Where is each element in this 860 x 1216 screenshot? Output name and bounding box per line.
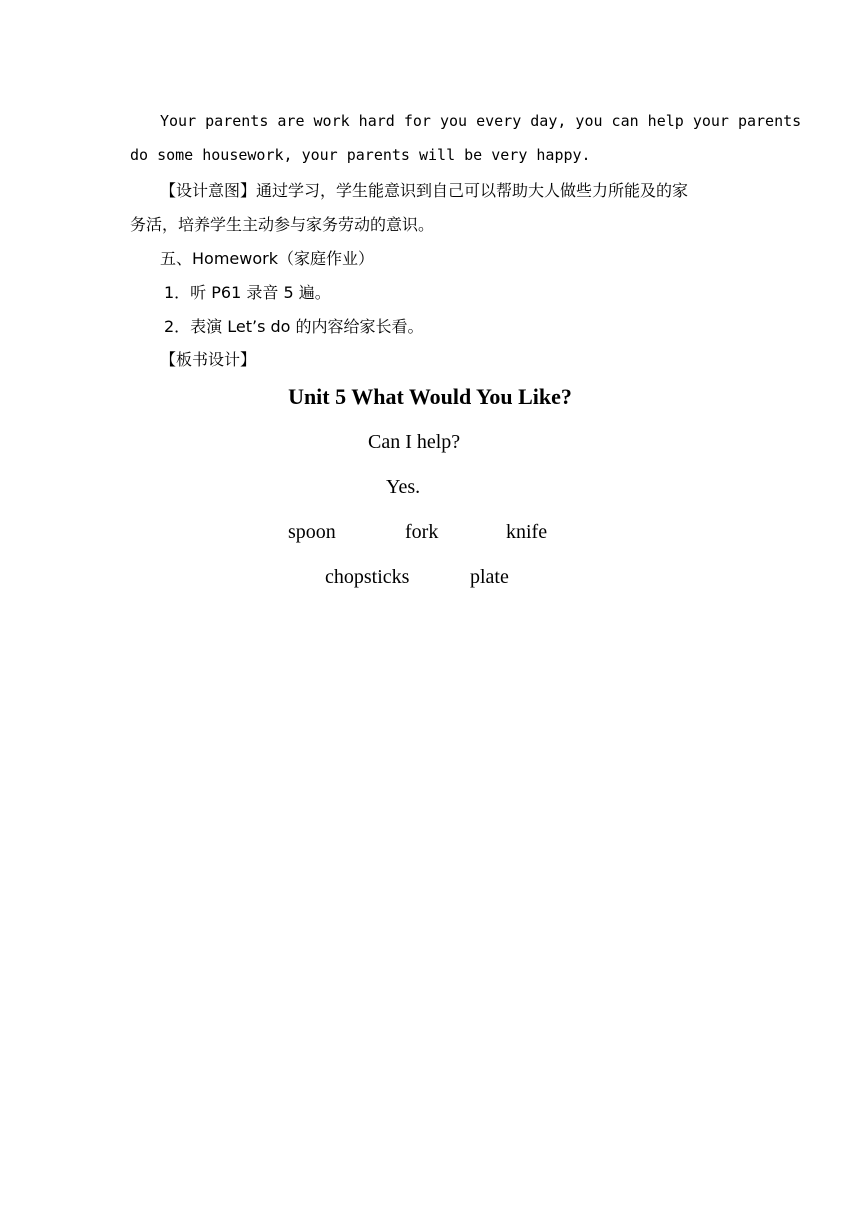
board-word-spoon: spoon [288,521,336,543]
homework-heading: 五、Homework（家庭作业） [160,249,374,268]
design-intent-text: 务活，培养学生主动参与家务劳动的意识。 [130,215,435,234]
board-word-fork: fork [405,521,439,543]
design-intent-text: 【设计意图】通过学习，学生能意识到自己可以帮助大人做些力所能及的家 [160,181,689,200]
homework-item: 1．听 P61 录音 5 遍。 [164,283,331,302]
board-design-heading: 【板书设计】 [160,350,257,369]
board-word-chopsticks: chopsticks [325,566,410,588]
board-line-yes: Yes. [386,476,421,498]
board-word-plate: plate [470,566,509,588]
paragraph-line: do some housework, your parents will be very happy. [130,146,591,164]
board-line-can-i-help: Can I help? [368,431,461,453]
homework-item: 2．表演 Let’s do 的内容给家长看。 [164,317,424,336]
paragraph-line: Your parents are work hard for you every day, you can help your parents [160,112,802,130]
board-title: Unit 5 What Would You Like? [288,384,572,409]
board-word-knife: knife [506,521,548,543]
